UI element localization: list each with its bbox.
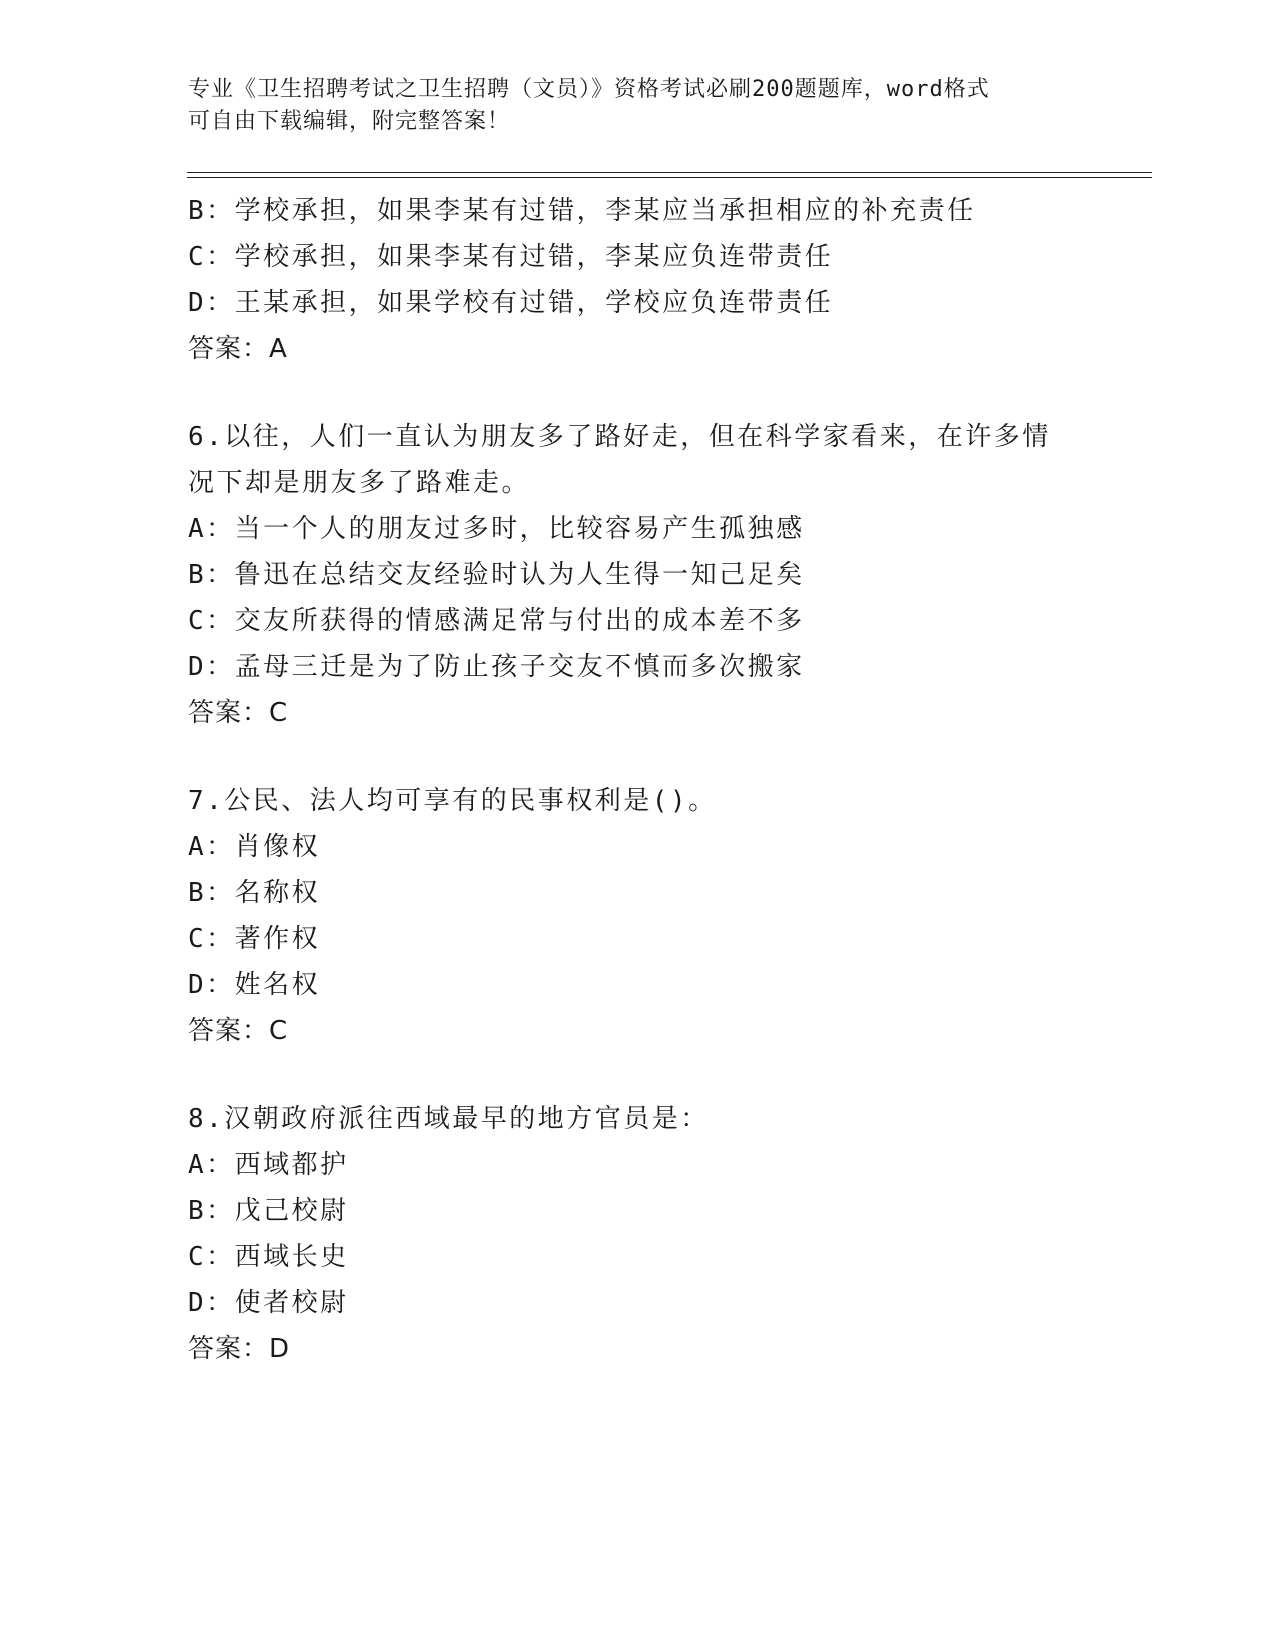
option-d: D：王某承担，如果学校有过错，学校应负连带责任 xyxy=(188,288,834,318)
option-c: C：著作权 xyxy=(188,924,321,954)
option-b: B：名称权 xyxy=(188,878,321,908)
option-d: D：姓名权 xyxy=(188,970,321,1000)
answer-line: 答案：C xyxy=(188,1016,289,1046)
option-c: C：交友所获得的情感满足常与付出的成本差不多 xyxy=(188,606,805,636)
spacer xyxy=(188,1054,1088,1096)
question-stem-continued: 况下却是朋友多了路难走。 xyxy=(188,468,531,498)
option-b: B：学校承担，如果李某有过错，李某应当承担相应的补充责任 xyxy=(188,196,976,226)
question-stem: 6.以往，人们一直认为朋友多了路好走，但在科学家看来，在许多情 xyxy=(188,422,1051,452)
question-6 xyxy=(188,414,1088,736)
option-d: D：孟母三迁是为了防止孩子交友不慎而多次搬家 xyxy=(188,652,805,682)
option-a: A：肖像权 xyxy=(188,832,321,862)
question-list xyxy=(188,188,1088,1372)
question-stem: 7.公民、法人均可享有的民事权利是()。 xyxy=(188,786,717,816)
option-a: A：西域都护 xyxy=(188,1150,349,1180)
option-d: D：使者校尉 xyxy=(188,1288,349,1318)
header-line-1: 专业《卫生招聘考试之卫生招聘（文员）》资格考试必刷200题题库，word格式 xyxy=(188,77,990,102)
spacer xyxy=(188,372,1088,414)
option-b: B：戊己校尉 xyxy=(188,1196,349,1226)
spacer xyxy=(188,736,1088,778)
option-b: B：鲁迅在总结交友经验时认为人生得一知己足矣 xyxy=(188,560,805,590)
previous-question xyxy=(188,188,1088,372)
header-line-2: 可自由下载编辑，附完整答案！ xyxy=(188,109,511,134)
document-header xyxy=(188,74,1088,138)
question-8 xyxy=(188,1096,1088,1372)
option-a: A：当一个人的朋友过多时，比较容易产生孤独感 xyxy=(188,514,805,544)
question-stem: 8.汉朝政府派往西域最早的地方官员是： xyxy=(188,1104,709,1134)
answer-line: 答案：D xyxy=(188,1334,291,1364)
header-divider-bottom xyxy=(187,177,1152,178)
option-c: C：西域长史 xyxy=(188,1242,349,1272)
answer-line: 答案：C xyxy=(188,698,289,728)
header-divider-top xyxy=(187,172,1152,173)
question-7 xyxy=(188,778,1088,1054)
option-c: C：学校承担，如果李某有过错，李某应负连带责任 xyxy=(188,242,834,272)
answer-line: 答案：A xyxy=(188,334,288,364)
